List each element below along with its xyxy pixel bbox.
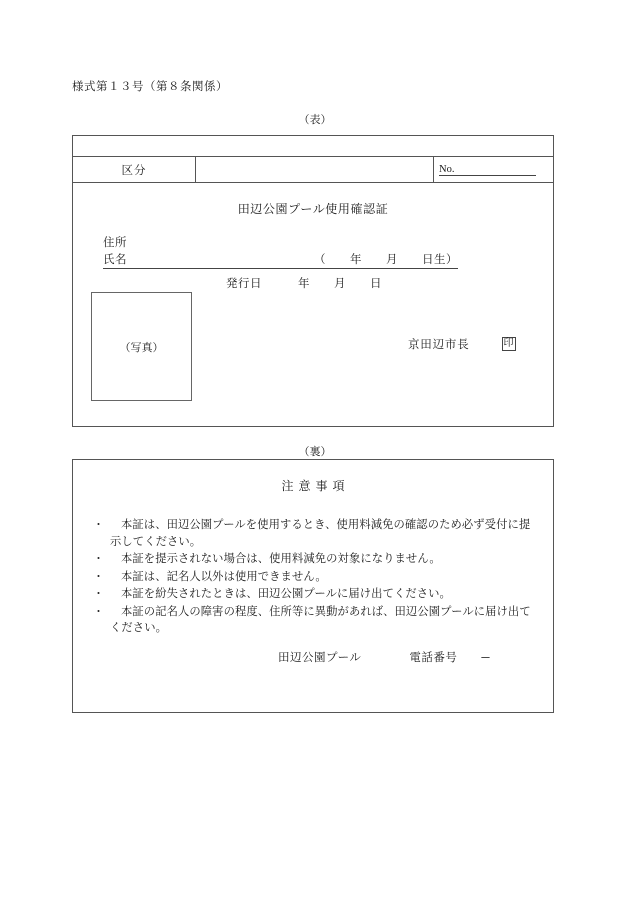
list-item [93, 551, 537, 568]
back-footer-contact: 田辺公園プール 電話番号 ─ [278, 652, 491, 664]
mayor-signature-line [408, 336, 516, 352]
kubun-value-cell[interactable] [196, 157, 434, 182]
list-item [93, 517, 537, 550]
form-number: 様式第１３号（第８条関係） [72, 81, 228, 93]
bullet-icon: ・ [93, 553, 104, 565]
photo-placeholder-label: （写真） [119, 341, 164, 354]
no-label: No. [439, 163, 455, 175]
bullet-icon: ・ [93, 605, 104, 618]
list-item [93, 604, 537, 637]
seal-stamp-icon: 印 [503, 338, 514, 349]
note-text: 本証を提示されない場合は、使用料減免の対象になりません。 [121, 553, 441, 565]
bullet-icon: ・ [93, 570, 104, 583]
card-title: 田辺公園プール使用確認証 [237, 202, 389, 216]
no-input-rule[interactable] [454, 164, 536, 176]
bullet-icon: ・ [93, 588, 104, 600]
note-text: 本証は、記名人以外は使用できません。 [121, 570, 327, 583]
notes-list [93, 517, 537, 638]
front-top-blank-row [73, 136, 553, 157]
name-field-row[interactable] [103, 251, 458, 269]
front-card-body: 田辺公園プール使用確認証 住所 氏名 （ 年 月 日生） 発行日 年 月 日 （写真） 京田辺市長 印 [73, 183, 553, 426]
list-item [93, 586, 537, 603]
back-card-table [72, 459, 554, 713]
note-text: 本証を紛失されたときは、田辺公園プールに届け出てください。 [121, 588, 451, 600]
mayor-label: 京田辺市長 [408, 339, 470, 351]
back-side-caption: （裏） [298, 446, 332, 458]
list-item [93, 569, 537, 586]
issue-date-line: 発行日 年 月 日 [226, 278, 382, 290]
bullet-icon: ・ [93, 519, 104, 531]
front-side-caption: （表） [298, 114, 332, 126]
note-text: 本証の記名人の障害の程度、住所等に異動があれば、田辺公園プールに届け出てください。 [110, 605, 531, 634]
notes-title: 注意事項 [281, 479, 350, 493]
note-text: 本証は、田辺公園プールを使用するとき、使用料減免の確認のため必ず受付に提示してください。 [110, 519, 531, 548]
front-kubun-row [73, 157, 553, 183]
kubun-label-cell: 区分 [73, 157, 196, 182]
no-cell[interactable] [434, 157, 553, 182]
birthdate-field: （ 年 月 日生） [314, 254, 458, 266]
front-card-table [72, 135, 554, 427]
photo-placeholder-box[interactable] [91, 292, 192, 401]
name-label: 氏名 [103, 254, 127, 266]
